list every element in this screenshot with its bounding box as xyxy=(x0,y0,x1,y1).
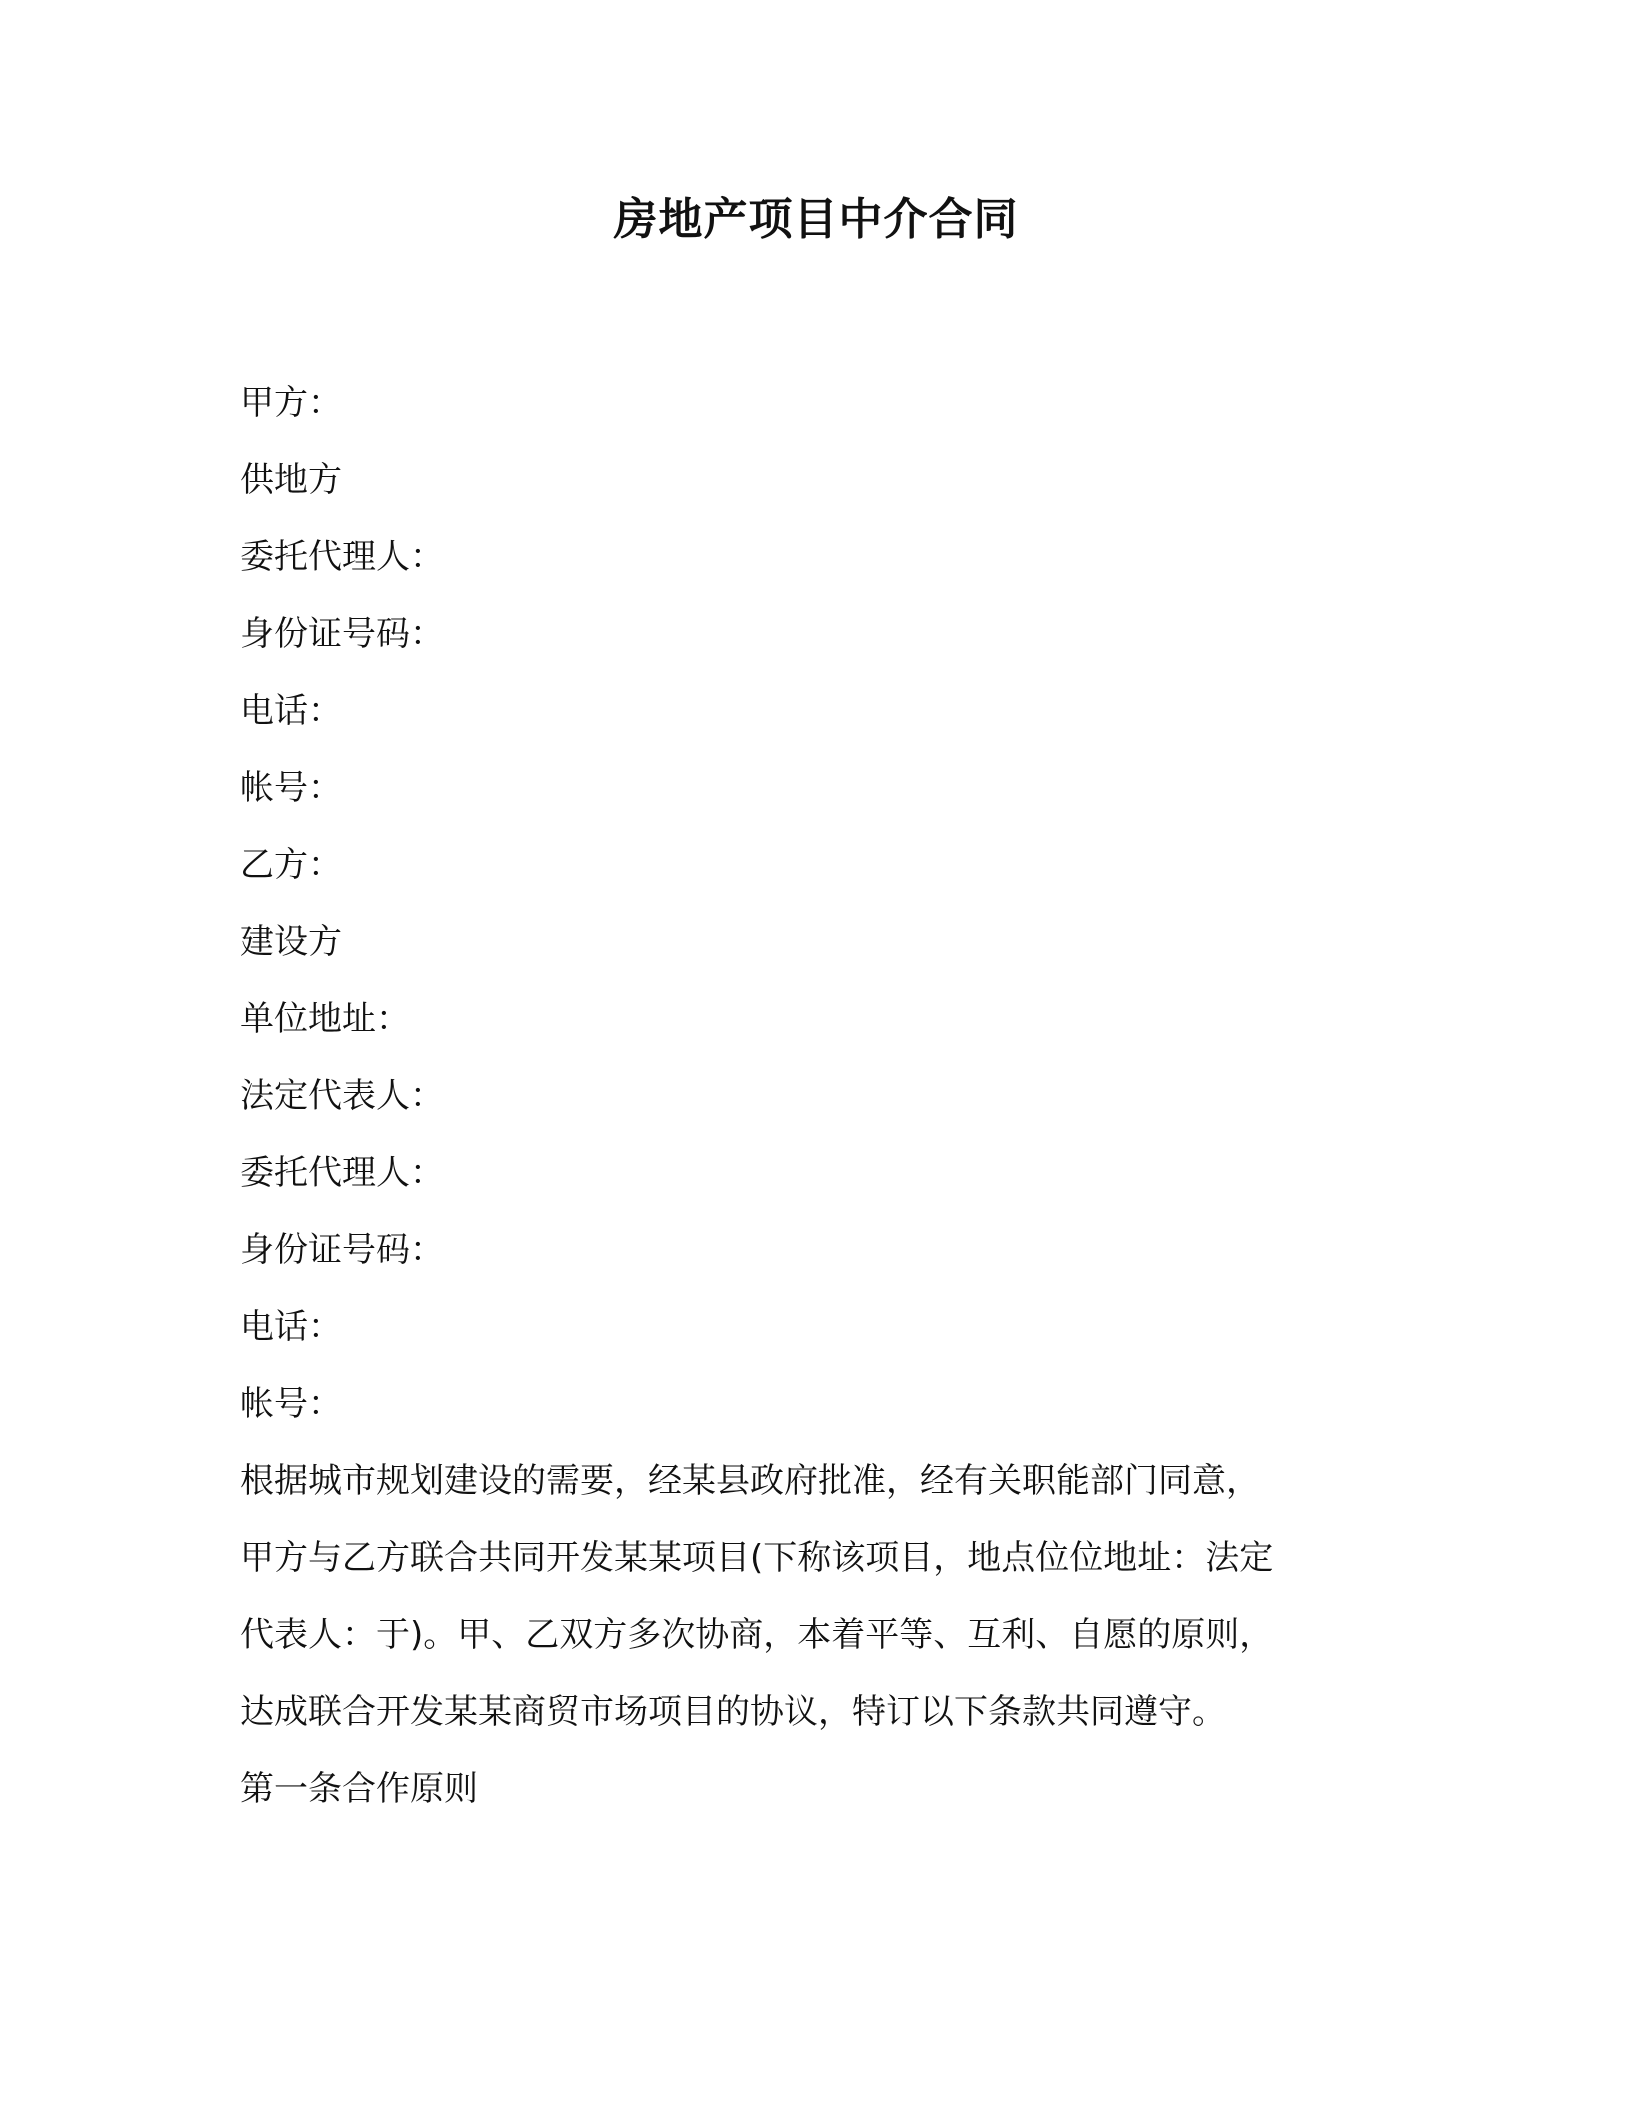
document-body xyxy=(240,365,1380,1828)
party-a-id-number: 身份证号码： xyxy=(240,614,444,654)
party-b-legal-rep: 法定代表人： xyxy=(240,1076,444,1116)
party-b-address: 单位地址： xyxy=(240,999,410,1039)
document-title: 房地产项目中介合同 xyxy=(613,194,1019,245)
party-b-label: 乙方： xyxy=(240,845,342,885)
preamble-line: 根据城市规划建设的需要，经某县政府批准，经有关职能部门同意， xyxy=(240,1461,1260,1501)
preamble-line: 甲方与乙方联合共同开发某某项目(下称该项目，地点位位地址：法定 xyxy=(240,1538,1274,1578)
preamble-line: 代表人：于)。甲、乙双方多次协商，本着平等、互利、自愿的原则， xyxy=(240,1615,1274,1655)
party-b-agent: 委托代理人： xyxy=(240,1153,444,1193)
article-1-heading: 第一条合作原则 xyxy=(240,1769,478,1809)
party-b-phone: 电话： xyxy=(240,1307,342,1347)
party-a-agent: 委托代理人： xyxy=(240,537,444,577)
preamble-line: 达成联合开发某某商贸市场项目的协议，特订以下条款共同遵守。 xyxy=(240,1692,1226,1732)
party-a-role: 供地方 xyxy=(240,460,342,500)
preamble-paragraph xyxy=(240,1443,1380,1751)
party-b-id-number: 身份证号码： xyxy=(240,1230,444,1270)
party-a-label: 甲方： xyxy=(240,383,342,423)
party-a-account: 帐号： xyxy=(240,768,342,808)
party-b-account: 帐号： xyxy=(240,1384,342,1424)
party-a-phone: 电话： xyxy=(240,691,342,731)
party-b-role: 建设方 xyxy=(240,922,342,962)
